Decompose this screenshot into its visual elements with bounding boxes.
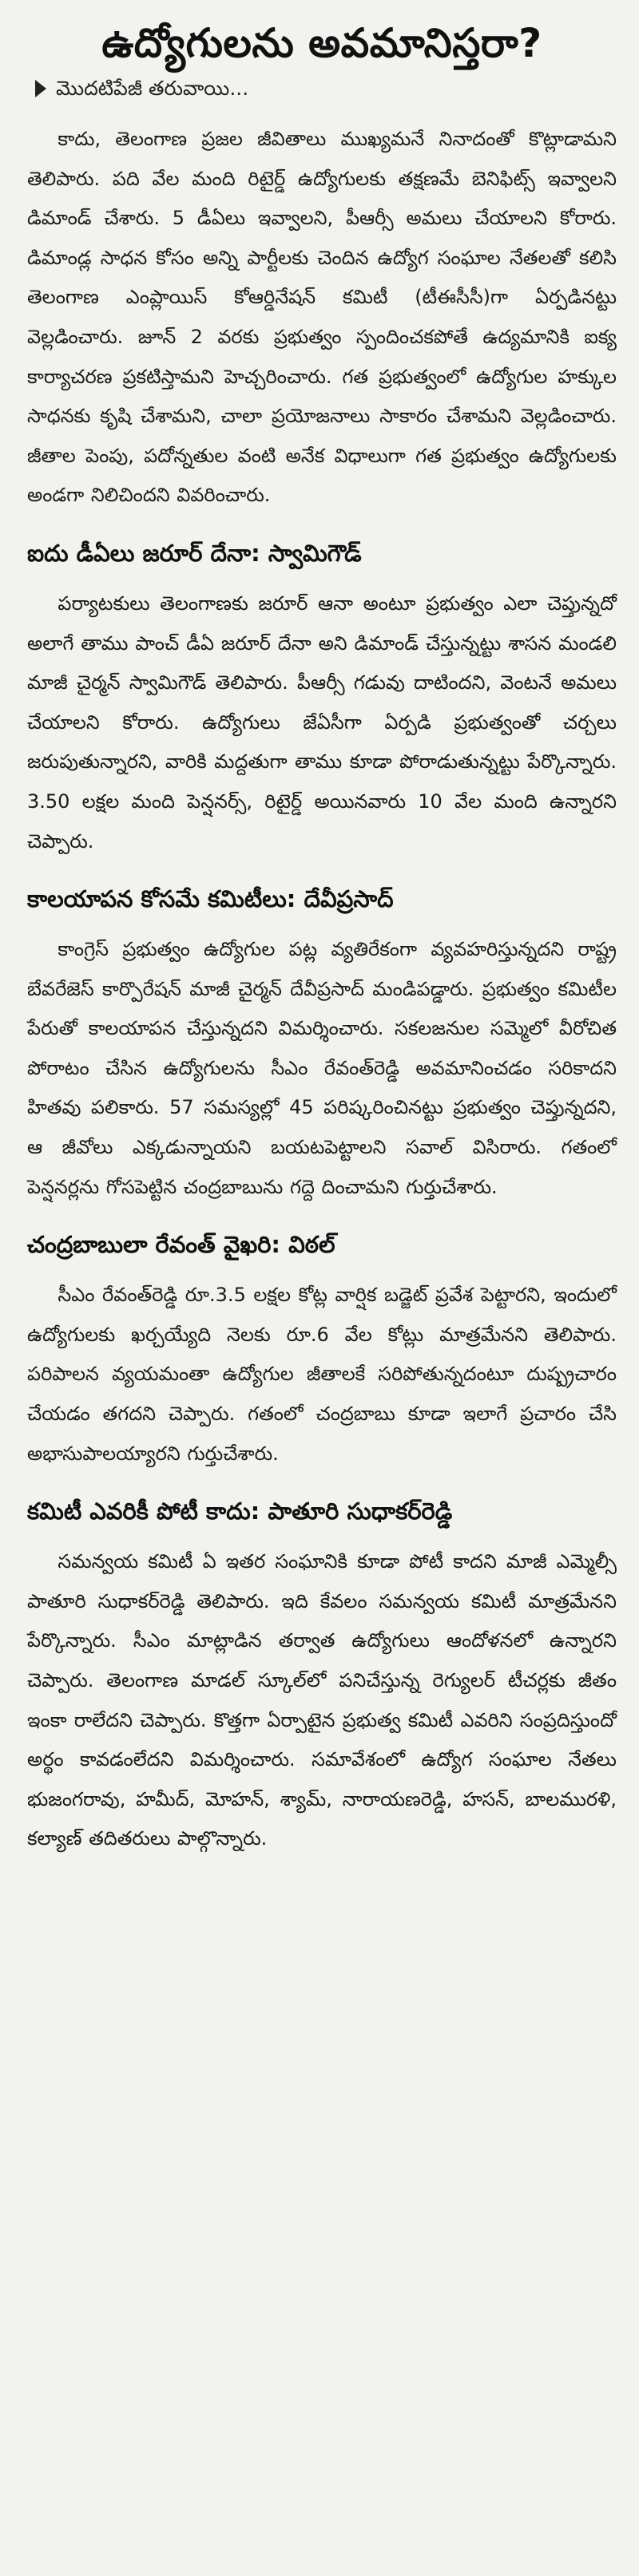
section-pathuri-sudhakar-reddy [27,1494,617,1859]
section-vittal [27,1228,617,1474]
section-heading: కాలయాపన కోసమే కమిటీలు: దేవీప్రసాద్ [27,885,394,913]
continued-from-front-page [35,75,617,102]
section-body: సమన్వయ కమిటీ ఏ ఇతర సంఘానికి కూడా పోటీ కాదని మాజీ ఎమ్మెల్సీ పాతూరి సుధాకర్‌రెడ్డి తెలిపారు. ఇది కేవలం సమన్వయ కమిటీ మాత్రమేనని పేర్కొన్నారు. సీఎం మాట్లాడిన తర్వాత ఉద్యోగులు ఆందోళనలో ఉన్నారని చెప్పారు. తెలంగాణ మాడల్ స్కూల్‌లో పనిచేస్తున్న రెగ్యులర్ టీచర్లకు జీతం ఇంకా రాలేదని చెప్పారు. కొత్తగా ఏర్పాటైన ప్రభుత్వ కమిటీ ఎవరిని సంప్రదిస్తుందో అర్థం కావడంలేదని విమర్శించారు. సమావేశంలో ఉద్యోగ సంఘాల నేతలు భుజంగరావు, హమీద్, మోహన్, శ్యామ్, నారాయణరెడ్డి, హసన్, బాలమురళి, కల్యాణ్ తదితరులు పాల్గొన్నారు. [27,1550,617,1850]
section-swamy-goud [27,536,617,861]
section-heading: ఐదు డీఏలు జరూర్ దేనా: స్వామిగౌడ్ [27,539,362,567]
article-headline: ఉద్యోగులను అవమానిస్తరా? [101,20,542,66]
section-heading: చంద్రబాబులా రేవంత్ వైఖరి: విఠల్ [27,1231,335,1259]
section-heading: కమిటీ ఎవరికీ పోటీ కాదు: పాతూరి సుధాకర్‌రెడ్డి [27,1498,453,1525]
intro-paragraph: కాదు, తెలంగాణ ప్రజల జీవితాలు ముఖ్యమనే నినాదంతో కొట్లాడామని తెలిపారు. పది వేల మంది రిటైర్డ్ ఉద్యోగులకు తక్షణమే బెనిఫిట్స్ ఇవ్వాలని డిమాండ్ చేశారు. 5 డీఏలు ఇవ్వాలని, పీఆర్సీ అమలు చేయాలని కోరారు. డిమాండ్ల సాధన కోసం అన్ని పార్టీలకు చెందిన ఉద్యోగ సంఘాల నేతలతో కలిసి తెలంగాణ ఎంప్లాయిస్ కోఆర్డినేషన్ కమిటీ (టీఈసీసీ)గా ఏర్పడినట్టు వెల్లడించారు. జూన్ 2 వరకు ప్రభుత్వం స్పందించకపోతే ఉద్యమానికి ఐక్య కార్యాచరణ ప్రకటిస్తామని హెచ్చరించారు. గత ప్రభుత్వంలో ఉద్యోగుల హక్కుల సాధనకు కృషి చేశామని, చాలా ప్రయోజనాలు సాకారం చేశామని వెల్లడించారు. జీతాల పెంపు, పదోన్నతుల వంటి అనేక విధాలుగా గత ప్రభుత్వం ఉద్యోగులకు అండగా నిలిచిందని వివరించారు. [27,128,617,507]
triangle-arrow-icon [35,80,46,97]
section-body: కాంగ్రెస్ ప్రభుత్వం ఉద్యోగుల పట్ల వ్యతిరేకంగా వ్యవహరిస్తున్నదని రాష్ట్ర బేవరేజెస్ కార్పొరేషన్ మాజీ చైర్మన్ దేవీప్రసాద్ మండిపడ్డారు. ప్రభుత్వం కమిటీల పేరుతో కాలయాపన చేస్తున్నదని విమర్శించారు. సకలజనుల సమ్మెలో వీరోచిత పోరాటం చేసిన ఉద్యోగులను సీఎం రేవంత్‌రెడ్డి అవమానించడం సరికాదని హితవు పలికారు. 57 సమస్యల్లో 45 పరిష్కరించినట్టు ప్రభుత్వం చెప్తున్నదని, ఆ జీవోలు ఎక్కడున్నాయని బయటపెట్టాలని సవాల్ విసిరారు. గతంలో పెన్షనర్లను గోసపెట్టిన చంద్రబాబును గద్దె దించామని గుర్తుచేశారు. [27,938,617,1198]
section-body: సీఎం రేవంత్‌రెడ్డి రూ.3.5 లక్షల కోట్ల వార్షిక బడ్జెట్ ప్రవేశ పెట్టారని, ఇందులో ఉద్యోగులకు ఖర్చయ్యేది నెలకు రూ.6 వేల కోట్లు మాత్రమేనని తెలిపారు. పరిపాలన వ్యయమంతా ఉద్యోగుల జీతాలకే సరిపోతున్నదంటూ దుష్ప్రచారం చేయడం తగదని చెప్పారు. గతంలో చంద్రబాబు కూడా ఇలాగే ప్రచారం చేసి అభాసుపాలయ్యారని గుర్తుచేశారు. [27,1284,617,1465]
continued-label: మొదటిపేజీ తరువాయి... [56,77,249,100]
section-body: పర్యాటకులు తెలంగాణకు జరూర్ ఆనా అంటూ ప్రభుత్వం ఎలా చెప్తున్నదో అలాగే తాము పాంచ్ డీఏ జరూర్ దేనా అని డిమాండ్ చేస్తున్నట్టు శాసన మండలి మాజీ చైర్మన్ స్వామిగౌడ్ తెలిపారు. పీఆర్సీ గడువు దాటిందని, వెంటనే అమలు చేయాలని కోరారు. ఉద్యోగులు జేఏసీగా ఏర్పడి ప్రభుత్వంతో చర్చలు జరుపుతున్నారని, వారికి మద్దతుగా తాము కూడా పోరాడుతున్నట్టు పేర్కొన్నారు. 3.50 లక్షల మంది పెన్షనర్స్, రిటైర్డ్ అయినవారు 10 వేల మంది ఉన్నారని చెప్పారు. [27,592,617,853]
section-devi-prasad [27,882,617,1207]
